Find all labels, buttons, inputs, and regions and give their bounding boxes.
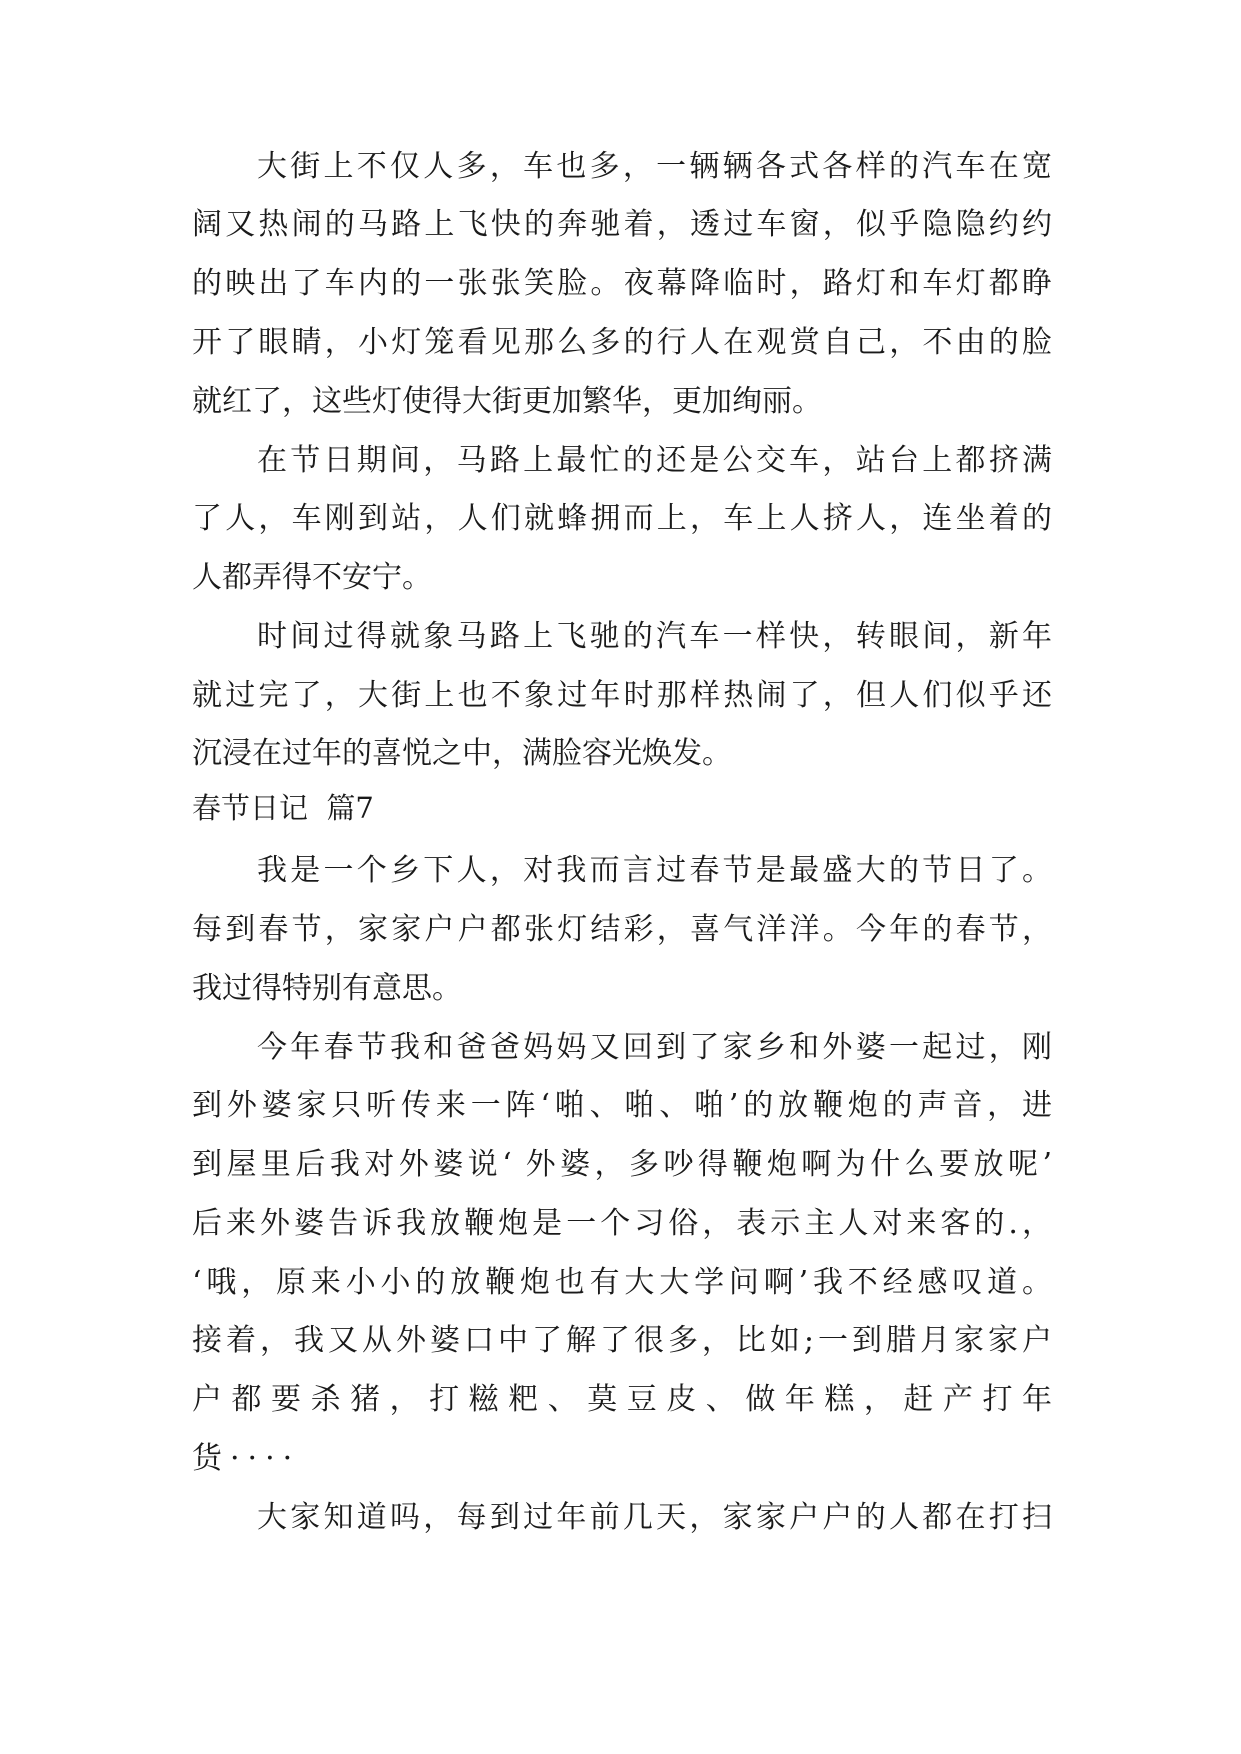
text-line: 就过完了，大街上也不象过年时那样热闹了，但人们似乎还 — [192, 678, 1052, 713]
section-heading: 春节日记 篇7 — [192, 791, 374, 825]
text-line: 在节日期间，马路上最忙的还是公交车，站台上都挤满 — [257, 443, 1052, 478]
text-line: 今年春节我和爸爸妈妈又回到了家乡和外婆一起过，刚 — [257, 1030, 1052, 1065]
text-line: 接着，我又从外婆口中了解了很多，比如;一到腊月家家户 — [192, 1323, 1052, 1358]
text-line: 阔又热闹的马路上飞快的奔驰着，透过车窗，似乎隐隐约约 — [192, 207, 1052, 242]
text-line: 户都要杀猪，打糍粑、莫豆皮、做年糕，赶产打年 — [192, 1382, 1052, 1417]
text-line: 的映出了车内的一张张笑脸。夜幕降临时，路灯和车灯都睁 — [192, 266, 1052, 301]
text-line: 我过得特别有意思。 — [192, 971, 462, 1006]
text-line: 沉浸在过年的喜悦之中，满脸容光焕发。 — [192, 736, 732, 771]
text-line: 到外婆家只听传来一阵‘啪、啪、啪’的放鞭炮的声音，进 — [192, 1088, 1052, 1123]
text-line: 人都弄得不安宁。 — [192, 560, 432, 595]
text-line: 大家知道吗，每到过年前几天，家家户户的人都在打扫 — [257, 1500, 1052, 1535]
text-line: 了人，车刚到站，人们就蜂拥而上，车上人挤人，连坐着的 — [192, 501, 1052, 536]
text-line: 到屋里后我对外婆说‘ 外婆，多吵得鞭炮啊为什么要放呢’ — [192, 1147, 1052, 1182]
text-line: 每到春节，家家户户都张灯结彩，喜气洋洋。今年的春节， — [192, 912, 1052, 947]
text-line: 大街上不仅人多，车也多，一辆辆各式各样的汽车在宽 — [257, 149, 1052, 184]
text-line: 货···· — [192, 1441, 301, 1476]
text-line: 时间过得就象马路上飞驰的汽车一样快，转眼间，新年 — [257, 619, 1052, 654]
text-line: 我是一个乡下人，对我而言过春节是最盛大的节日了。 — [257, 853, 1052, 888]
text-line: 就红了，这些灯使得大街更加繁华，更加绚丽。 — [192, 384, 822, 419]
text-line: 开了眼睛，小灯笼看见那么多的行人在观赏自己，不由的脸 — [192, 325, 1052, 360]
text-line: 后来外婆告诉我放鞭炮是一个习俗，表示主人对来客的.， — [192, 1206, 1052, 1241]
text-line: ‘哦，原来小小的放鞭炮也有大大学问啊’我不经感叹道。 — [192, 1265, 1052, 1300]
